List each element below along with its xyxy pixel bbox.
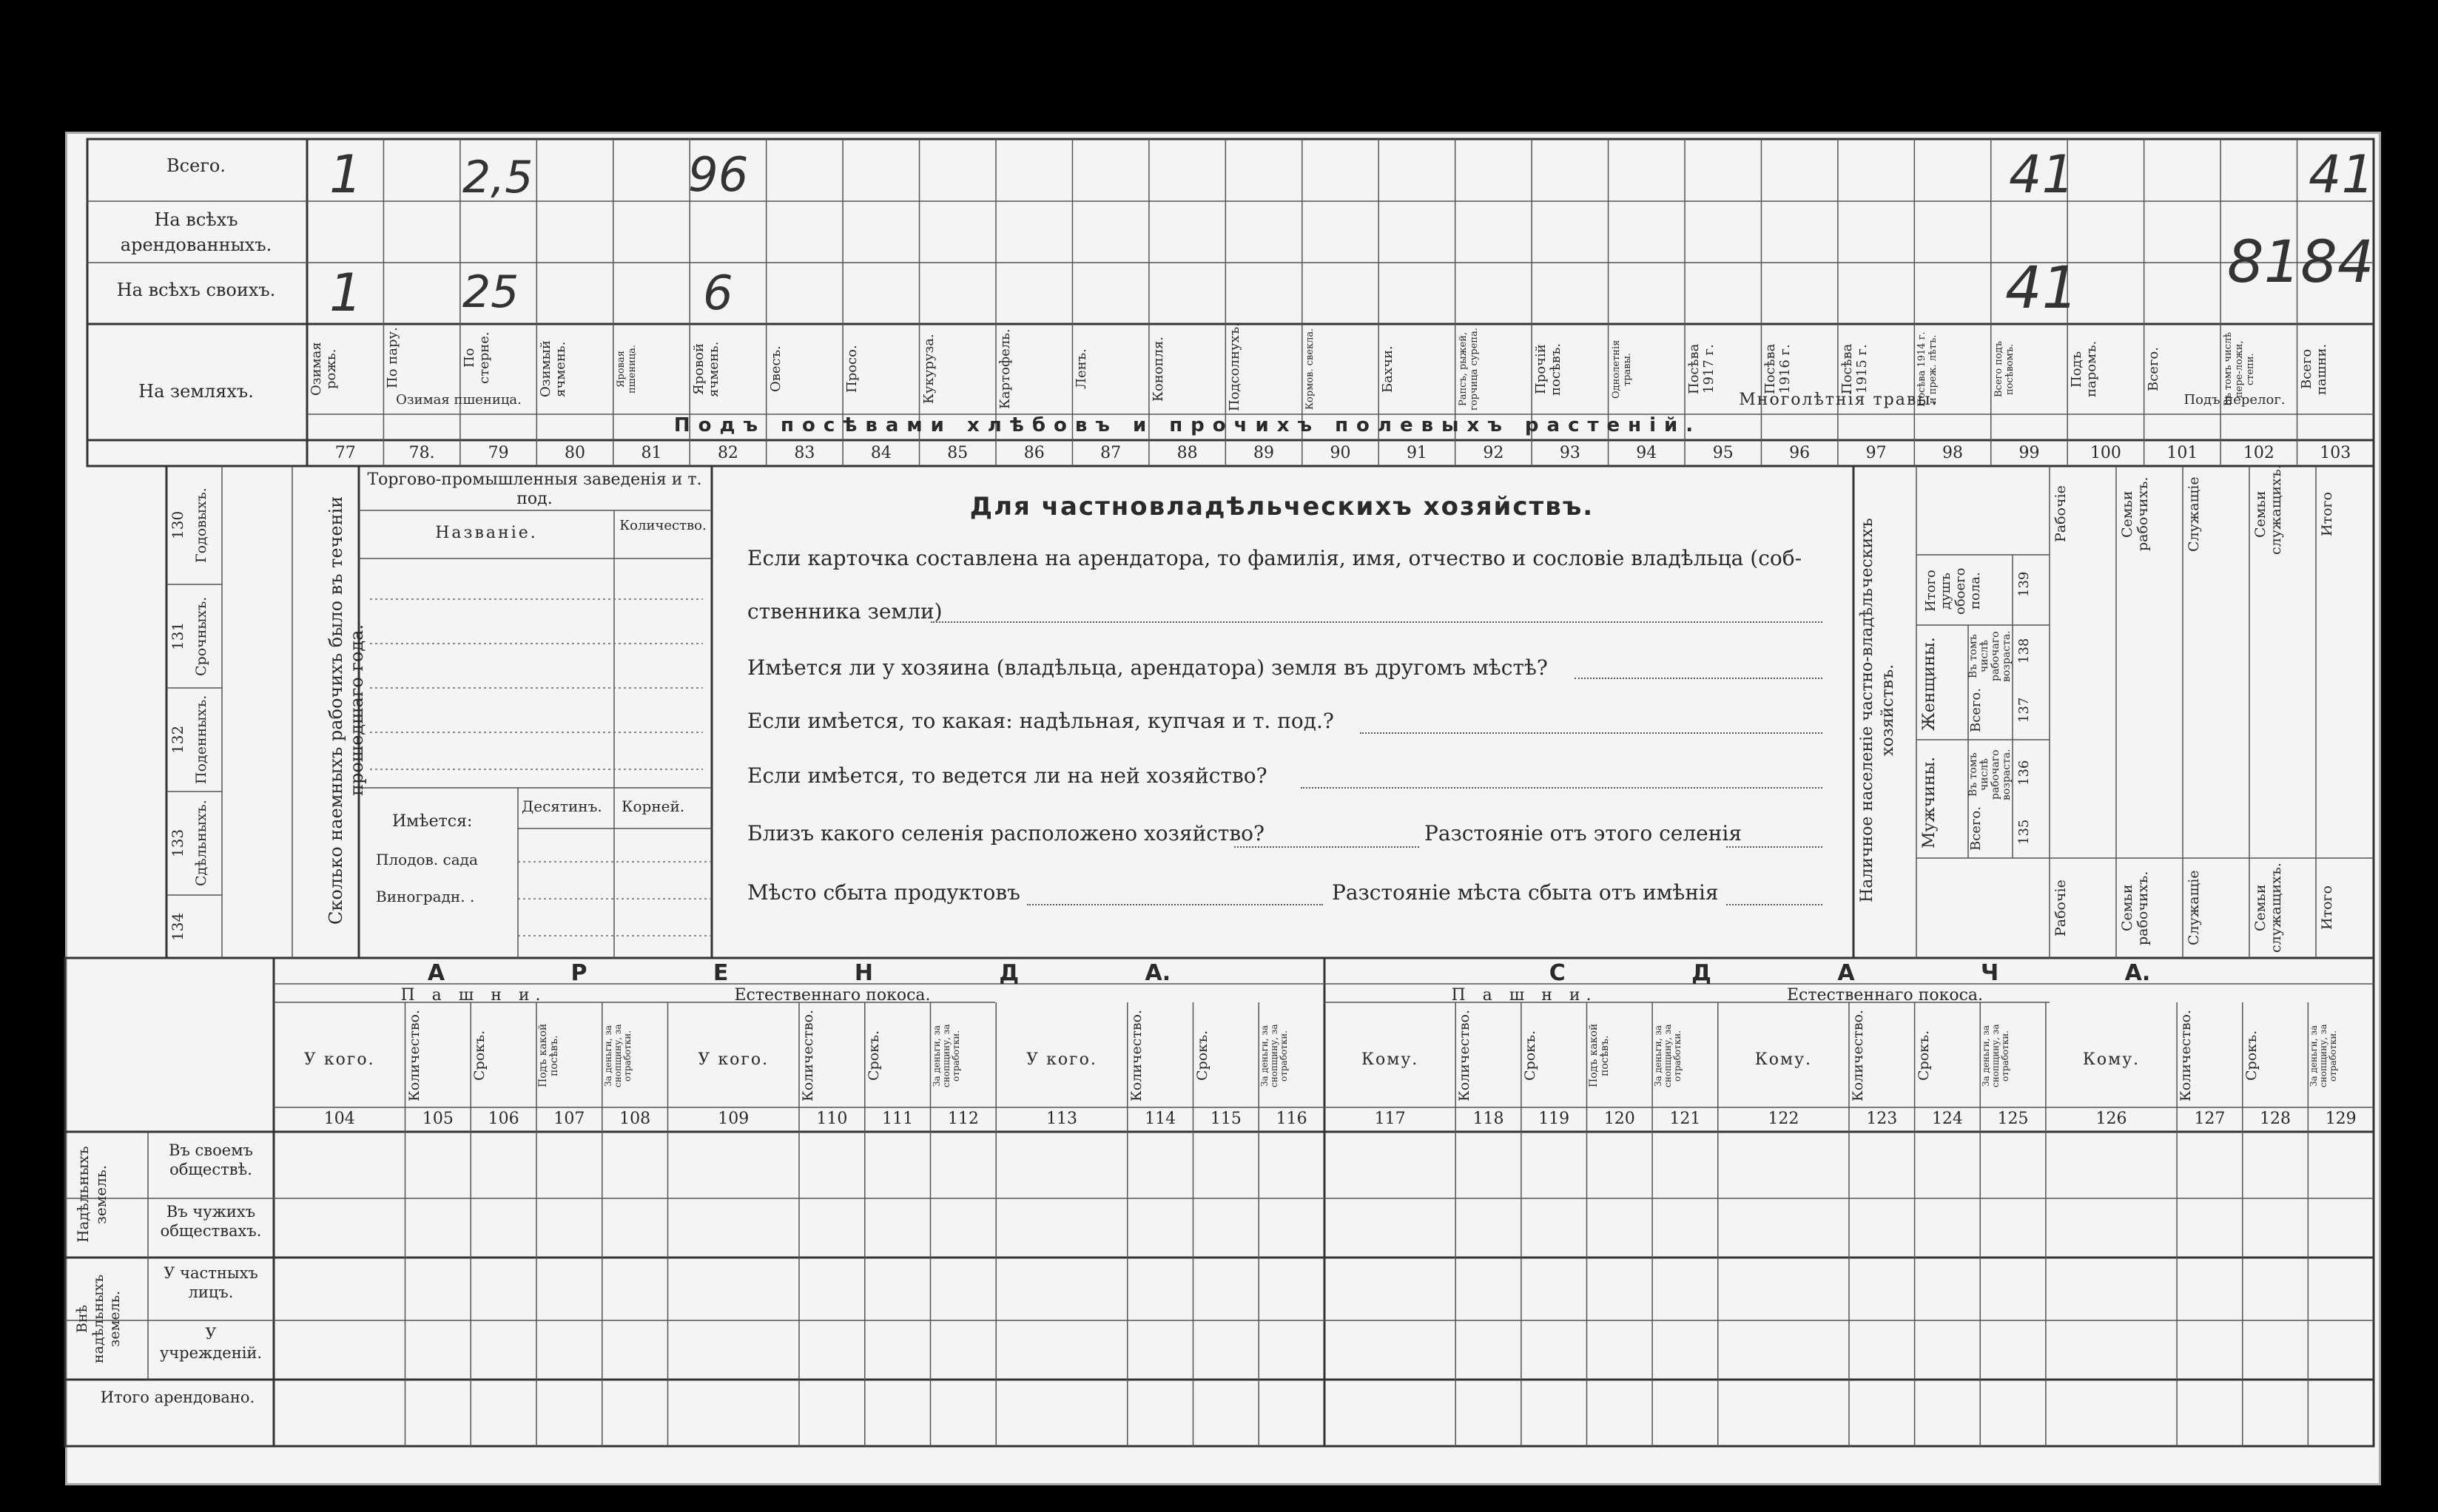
hired-worker-label: Годовыхъ.: [193, 487, 209, 563]
crop-col-label: Посѣва 1917 г.: [1686, 343, 1717, 395]
sdacha-col-header: Количество.: [1456, 1010, 1473, 1102]
crops-banner: Подъ посѣвами хлѣбовъ и прочихъ полевыхъ растеній.: [673, 414, 1702, 436]
lease-col-number: 109: [718, 1110, 750, 1128]
women-total-label: Всего.: [1968, 688, 1984, 732]
question-market-distance: Разстояніе мѣста сбыта отъ имѣнія: [1332, 880, 1719, 905]
row-on-lands-label: На земляхъ.: [138, 381, 254, 402]
crop-col-label: Просо.: [844, 345, 861, 394]
men-total-label: Всего.: [1968, 806, 1984, 851]
arenda-col-header: За деньги, за снопщину, за отработки.: [1259, 1024, 1290, 1087]
answer-line-village-distance: [1726, 846, 1822, 848]
hw-own-78: 25: [462, 266, 519, 318]
crop-col-label: Кукуруза.: [920, 334, 937, 405]
arenda-hay-label: Естественнаго покоса.: [734, 986, 931, 1005]
question-owner-a: Если карточка составлена на арендатора, то фамилія, имя, отчество и сословіе владѣльца (соб-: [747, 546, 1802, 570]
question-market: Мѣсто сбыта продуктовъ: [747, 880, 1020, 905]
arenda-col-header: Количество.: [1128, 1010, 1145, 1102]
crop-col-number: 78.: [408, 444, 435, 462]
lease-col-number: 116: [1276, 1110, 1307, 1128]
lease-col-number: 121: [1669, 1110, 1701, 1128]
sdacha-col-header: За деньги, за снопщину, за отработки.: [1653, 1024, 1683, 1087]
crop-col-number: 93: [1559, 444, 1580, 462]
crop-col-label: По пару.: [385, 327, 401, 389]
trade-has-label: Имѣется:: [392, 812, 473, 831]
women-working-label: Въ томъ числѣ рабочаго возраста.: [1967, 630, 2013, 683]
allotment-lands-label: Надѣльныхъ земель.: [74, 1146, 110, 1243]
lease-col-number: 127: [2194, 1110, 2226, 1128]
answer-line-farming: [1301, 787, 1822, 789]
crop-col-label: Бахчи.: [1380, 345, 1396, 393]
lease-col-number: 125: [1997, 1110, 2029, 1128]
question-village-distance: Разстояніе отъ этого селенія: [1424, 821, 1742, 846]
hw-total-99: 41: [2009, 144, 2075, 205]
row-total-label: Всего.: [166, 155, 226, 176]
crop-col-label: Яровой ячмень.: [691, 341, 722, 397]
arenda-arable-label: П а ш н и.: [400, 986, 547, 1005]
trade-title: Торгово-промышленныя заведенія и т. под.: [367, 470, 702, 508]
lease-col-number: 128: [2260, 1110, 2291, 1128]
crop-col-label: Рапсъ, рыжей, горчица сурепа.: [1457, 328, 1480, 411]
crop-col-label: Конопля.: [1150, 336, 1166, 402]
crop-col-number: 90: [1330, 444, 1351, 462]
crop-col-label: По стерне.: [461, 331, 492, 385]
lease-col-number: 123: [1866, 1110, 1898, 1128]
crop-col-number: 103: [2320, 444, 2351, 462]
crop-col-number: 101: [2166, 444, 2198, 462]
arenda-col-header: За деньги, за снопщину, за отработки.: [602, 1024, 633, 1087]
crop-col-label: Озимая рожь.: [309, 342, 339, 396]
sdacha-col-header: Срокъ.: [1915, 1030, 1932, 1081]
lease-col-number: 112: [947, 1110, 979, 1128]
lease-col-number: 124: [1931, 1110, 1963, 1128]
crop-col-number: 98: [1942, 444, 1964, 462]
crop-col-label: Всего подъ посѣвомъ.: [1993, 340, 2016, 398]
hired-worker-label: Сдѣльныхъ.: [193, 800, 209, 887]
men-label: Мужчины.: [1920, 756, 1939, 849]
crop-col-label: Ленъ.: [1074, 348, 1090, 390]
hw-own-77: 1: [329, 263, 363, 323]
question-nearest-village: Близъ какого селенія расположено хозяйство?: [747, 821, 1265, 846]
crop-col-label: Озимый ячмень.: [538, 340, 569, 398]
crop-col-label: Картофель.: [997, 328, 1013, 410]
hired-worker-num: 131: [169, 621, 186, 651]
arenda-from-col-header: У кого.: [698, 1050, 770, 1069]
total-rented-label: Итого арендовано.: [100, 1388, 255, 1406]
other-community-label: Въ чужихъ обществахъ.: [160, 1203, 262, 1240]
arenda-col-header: Срокъ.: [471, 1030, 488, 1081]
crop-col-number: 96: [1789, 444, 1811, 462]
women-label: Женщины.: [1920, 637, 1939, 732]
crop-col-number: 85: [947, 444, 969, 462]
crop-col-number: 88: [1176, 444, 1198, 462]
population-col-footer: Семьи служащихъ.: [2252, 863, 2284, 954]
sdacha-col-header: Количество.: [2178, 1010, 2195, 1102]
population-title: Наличное населеніе частно-владѣльческихъ хозяйствъ.: [1858, 518, 1897, 902]
answer-line-market: [1027, 904, 1323, 905]
hired-worker-label: Поденныхъ.: [193, 695, 209, 785]
private-farms-title: Для частновладѣльческихъ хозяйствъ.: [969, 492, 1595, 522]
trade-roots-header: Корней.: [622, 797, 685, 815]
num-137: 137: [2016, 697, 2032, 723]
crop-col-label: Однолетнія травы.: [1610, 340, 1633, 399]
num-138: 138: [2016, 638, 2032, 664]
crop-col-number: 95: [1712, 444, 1734, 462]
population-col-header: Семьи служащихъ.: [2252, 465, 2284, 555]
crop-col-label: Посѣва 1914 г. и преж. лѣтъ.: [1916, 331, 1939, 407]
non-allotment-label: Внѣ надѣльныхъ земель.: [74, 1274, 123, 1363]
crop-col-label: Посѣва 1916 г.: [1762, 343, 1794, 395]
lease-col-number: 129: [2325, 1110, 2357, 1128]
arenda-col-header: Подъ какой посѣвъ.: [537, 1023, 560, 1088]
crop-col-label: Кормов. свекла.: [1304, 328, 1316, 411]
question-other-land: Имѣется ли у хозяина (владѣльца, арендатора) земля въ другомъ мѣстѣ?: [747, 655, 1548, 680]
fallow-label: Подъ перелог.: [2183, 392, 2286, 408]
answer-line-village: [1234, 846, 1419, 848]
num-135: 135: [2016, 819, 2032, 846]
question-owner-b: ственника земли): [747, 599, 943, 624]
arenda-col-header: Количество.: [800, 1010, 816, 1102]
lease-col-number: 114: [1145, 1110, 1176, 1128]
hw-total-77: 1: [329, 144, 363, 205]
num-139: 139: [2016, 571, 2032, 598]
men-working-label: Въ томъ числѣ рабочаго возраста.: [1967, 749, 2013, 801]
orchard-label: Плодов. сада: [376, 851, 478, 868]
institutions-label: У учрежденій.: [159, 1325, 263, 1362]
sdacha-col-header: За деньги, за снопщину, за отработки.: [1981, 1024, 2011, 1087]
hired-worker-num: 134: [169, 912, 186, 941]
sdacha-col-header: Количество.: [1850, 1010, 1866, 1102]
lease-col-number: 120: [1603, 1110, 1635, 1128]
crop-col-number: 86: [1023, 444, 1045, 462]
lease-col-number: 122: [1768, 1110, 1799, 1128]
answer-line-owner: [931, 621, 1822, 623]
sdacha-from-col-header: Кому.: [2082, 1050, 2141, 1069]
lease-col-number: 118: [1472, 1110, 1504, 1128]
sdacha-from-col-header: Кому.: [1754, 1050, 1813, 1069]
crop-col-number: 77: [334, 444, 356, 462]
crop-col-number: 94: [1636, 444, 1657, 462]
row-rented-label: На всѣхъ арендованныхъ.: [120, 209, 272, 255]
question-farming: Если имѣется, то ведется ли на ней хозяйство?: [747, 763, 1267, 788]
hired-worker-num: 132: [169, 725, 186, 755]
crop-col-number: 89: [1253, 444, 1275, 462]
lease-col-number: 110: [816, 1110, 848, 1128]
hw-total-103: 41: [2309, 144, 2375, 205]
hw-total-81: 96: [688, 148, 749, 203]
arenda-col-header: За деньги, за снопщину, за отработки.: [931, 1024, 961, 1087]
sdacha-col-header: Срокъ.: [1521, 1030, 1538, 1081]
population-col-footer: Итого: [2319, 885, 2335, 931]
population-col-header: Служащіе: [2186, 476, 2202, 552]
sdacha-col-header: Срокъ.: [2243, 1030, 2260, 1081]
crop-col-label: Подсолнухъ.: [1227, 323, 1243, 411]
crop-col-label: Подъ паромъ.: [2069, 340, 2100, 398]
population-col-footer: Служащіе: [2186, 870, 2202, 946]
hired-worker-num: 130: [169, 510, 186, 540]
sdacha-from-col-header: Кому.: [1361, 1050, 1419, 1069]
perennial-grass-label: Многолѣтнія травы.: [1739, 391, 1939, 409]
crop-col-label: Яровая пшеница.: [615, 345, 638, 394]
crop-col-number: 84: [870, 444, 892, 462]
num-136: 136: [2016, 760, 2032, 786]
crop-col-label: Всего пашни.: [2298, 343, 2329, 395]
crop-col-number: 100: [2090, 444, 2121, 462]
question-land-type: Если имѣется, то какая: надѣльная, купчая и т. под.?: [747, 709, 1334, 733]
crop-col-number: 91: [1406, 444, 1427, 462]
sdacha-title: С Д А Ч А.: [1549, 960, 2151, 986]
trade-qty-header: Количество.: [619, 518, 707, 533]
hw-total-78: 2,5: [462, 152, 533, 203]
arenda-col-header: Срокъ.: [865, 1030, 882, 1081]
answer-line-market-distance: [1726, 904, 1822, 905]
arenda-col-header: Срокъ.: [1193, 1030, 1210, 1081]
lease-col-number: 117: [1374, 1110, 1406, 1128]
crop-col-number: 79: [488, 444, 509, 462]
lease-col-number: 119: [1538, 1110, 1570, 1128]
crop-col-number: 97: [1865, 444, 1887, 462]
crop-col-number: 99: [2018, 444, 2040, 462]
arenda-col-header: Количество.: [405, 1010, 422, 1102]
lease-col-number: 115: [1210, 1110, 1242, 1128]
population-col-footer: Рабочіе: [2053, 880, 2069, 936]
crop-col-number: 102: [2243, 444, 2274, 462]
trade-dessiatin-header: Десятинъ.: [522, 797, 602, 815]
crop-col-label: Посѣва 1915 г.: [1839, 343, 1870, 395]
winter-wheat-label: Озимая пшеница.: [396, 392, 522, 408]
population-col-footer: Семьи рабочихъ.: [2119, 871, 2151, 945]
crop-col-number: 87: [1100, 444, 1122, 462]
population-col-header: Семьи рабочихъ.: [2119, 476, 2151, 552]
sdacha-hay-label: Естественнаго покоса.: [1786, 986, 1983, 1005]
own-community-label: Въ своемъ обществѣ.: [169, 1141, 253, 1178]
lease-col-number: 126: [2095, 1110, 2127, 1128]
hired-worker-num: 133: [169, 828, 186, 858]
arenda-title: А Р Е Н Д А.: [427, 960, 1171, 986]
lease-col-number: 111: [882, 1110, 914, 1128]
crop-col-label: Прочій посѣвъ.: [1533, 342, 1564, 396]
crop-col-number: 82: [717, 444, 738, 462]
crop-col-number: 81: [641, 444, 662, 462]
row-own-label: На всѣхъ своихъ.: [116, 280, 276, 300]
hw-own-99: 41: [2005, 255, 2079, 322]
lease-col-number: 108: [619, 1110, 651, 1128]
arenda-from-col-header: У кого.: [1026, 1050, 1097, 1069]
answer-line-land-type: [1360, 732, 1822, 734]
lease-col-number: 106: [488, 1110, 519, 1128]
crop-col-number: 83: [794, 444, 815, 462]
lease-col-number: 105: [422, 1110, 454, 1128]
population-col-header: Рабочіе: [2053, 485, 2069, 543]
sdacha-col-header: Подъ какой посѣвъ.: [1587, 1023, 1611, 1088]
hw-own-103: 8184: [2227, 229, 2374, 296]
arenda-from-col-header: У кого.: [303, 1050, 375, 1069]
answer-line-other-land: [1575, 678, 1822, 679]
lease-col-number: 107: [553, 1110, 585, 1128]
lease-col-number: 104: [323, 1110, 355, 1128]
hw-own-81: 6: [703, 266, 733, 321]
crop-col-number: 80: [565, 444, 586, 462]
crop-col-label: Овесъ.: [767, 345, 784, 393]
vineyard-label: Виноградн. .: [376, 888, 475, 905]
crop-col-label: Всего.: [2145, 347, 2161, 391]
lease-col-number: 113: [1046, 1110, 1077, 1128]
hired-worker-label: Срочныхъ.: [193, 596, 209, 676]
sdacha-arable-label: П а ш н и.: [1451, 986, 1597, 1005]
sdacha-col-header: За деньги, за снопщину, за отработки.: [2309, 1024, 2339, 1087]
population-col-header: Итого: [2319, 492, 2335, 536]
trade-name-header: Названіе.: [435, 524, 538, 542]
hired-workers-label: Сколько наемныхъ рабочихъ было въ теченіи прошедшаго года.: [326, 496, 367, 925]
total-both-sexes-label: Итого душъ обоего пола.: [1923, 567, 1983, 615]
private-persons-label: У частныхъ лицъ.: [164, 1264, 258, 1301]
crop-col-number: 92: [1483, 444, 1504, 462]
crop-col-label: Въ томъ числѣ пере-ложи, степи.: [2223, 331, 2257, 407]
